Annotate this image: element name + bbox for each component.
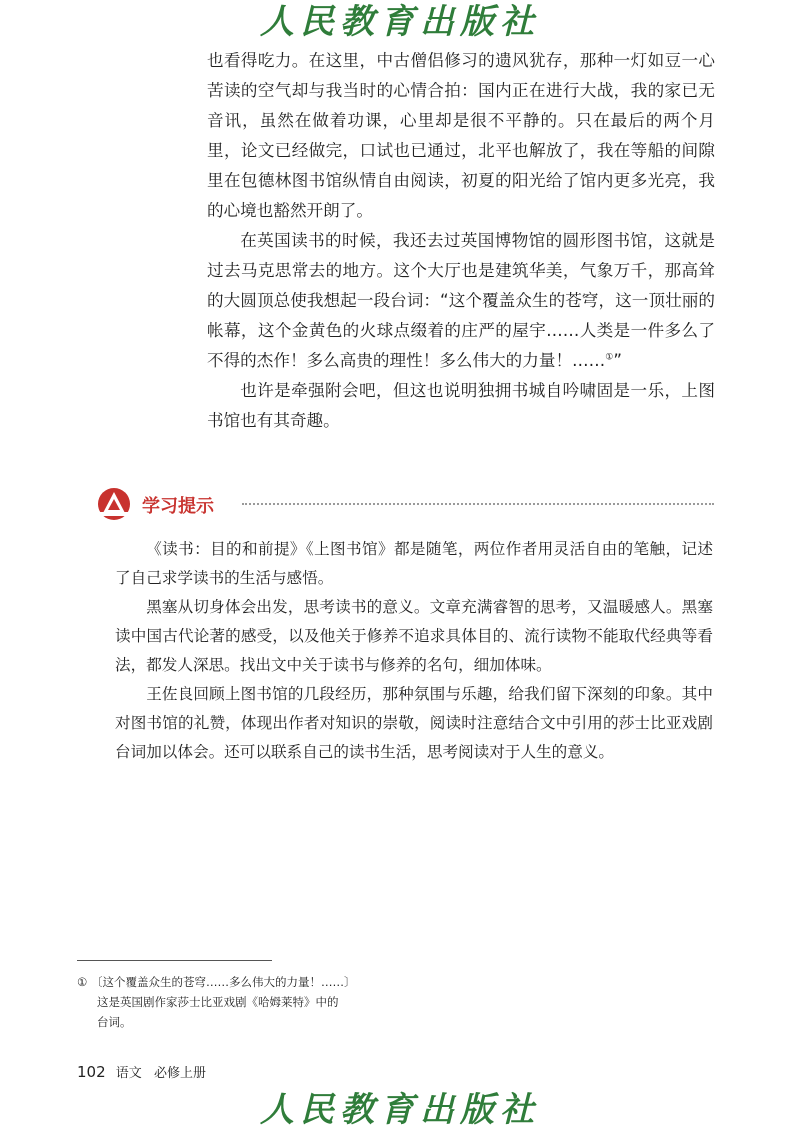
footnote-divider (77, 960, 272, 961)
footnote-line: 这是英国剧作家莎士比亚戏剧《哈姆莱特》中的 (97, 995, 339, 1009)
closing-quote: ” (613, 351, 622, 370)
study-tips-icon (94, 486, 134, 522)
footnote-reference[interactable]: ① (605, 352, 614, 363)
study-tips-title: 学习提示 (142, 496, 214, 517)
study-tips-header (94, 484, 714, 524)
tips-paragraph: 王佐良回顾上图书馆的几段经历，那种氛围与乐趣，给我们留下深刻的印象。其中对图书馆的礼赞，体现出作者对知识的崇敬，阅读时注意结合文中引用的莎士比亚戏剧台词加以体会。还可以联系自己的读书生活，思考阅读对于人生的意义。 (115, 685, 713, 761)
body-paragraph: 也许是牵强附会吧，但这也说明独拥书城自吟啸固是一乐，上图书馆也有其奇趣。 (207, 381, 715, 430)
footnote-line: 台词。 (97, 1015, 132, 1029)
publisher-logo-bottom: 人民教育出版社 (260, 1090, 540, 1130)
body-text (207, 46, 715, 436)
tips-paragraph: 黑塞从切身体会出发，思考读书的意义。文章充满睿智的思考，又温暖感人。黑塞读中国古代论著的感受，以及他关于修养不追求具体目的、流行读物不能取代经典等看法，都发人深思。找出文中关于读书与修养的名句，细加体味。 (115, 598, 713, 674)
tips-paragraph: 《读书：目的和前提》《上图书馆》都是随笔，两位作者用灵活自由的笔触，记述了自己求学读书的生活与感悟。 (115, 540, 713, 587)
dotted-divider (242, 503, 714, 505)
body-paragraph-text: 在英国读书的时候，我还去过英国博物馆的圆形图书馆，这就是过去马克思常去的地方。这个大厅也是建筑华美，气象万千，那高耸的大圆顶总使我想起一段台词：“这个覆盖众生的苍穹，这一顶壮丽的帐幕，这个金黄色的火球点缀着的庄严的屋宇……人类是一件多么了不得的杰作！多么高贵的理性！多么伟大的力量！…… (207, 231, 715, 370)
page-number: 102 (77, 1063, 106, 1081)
body-paragraph (207, 226, 715, 376)
body-paragraph: 也看得吃力。在这里，中古僧侣修习的遗风犹存，那种一灯如豆一心苦读的空气却与我当时的心情合拍：国内正在进行大战，我的家已无音讯，虽然在做着功课，心里却是很不平静的。只在最后的两个月里，论文已经做完，口试也已通过，北平也解放了，我在等船的间隙里在包德林图书馆纵情自由阅读，初夏的阳光给了馆内更多光亮，我的心境也豁然开朗了。 (207, 51, 715, 220)
subject-label: 语文 (115, 1066, 142, 1081)
study-tips-text (115, 535, 713, 767)
publisher-logo-top: 人民教育出版社 (260, 2, 540, 42)
footnote-quote: 〔这个覆盖众生的苍穹……多么伟大的力量！……〕 (90, 975, 356, 989)
footnote-mark: ① (77, 975, 88, 989)
footnote-line (77, 972, 407, 992)
footnote (77, 972, 407, 1032)
volume-label: 必修上册 (153, 1066, 206, 1081)
page-footer (77, 1062, 206, 1081)
